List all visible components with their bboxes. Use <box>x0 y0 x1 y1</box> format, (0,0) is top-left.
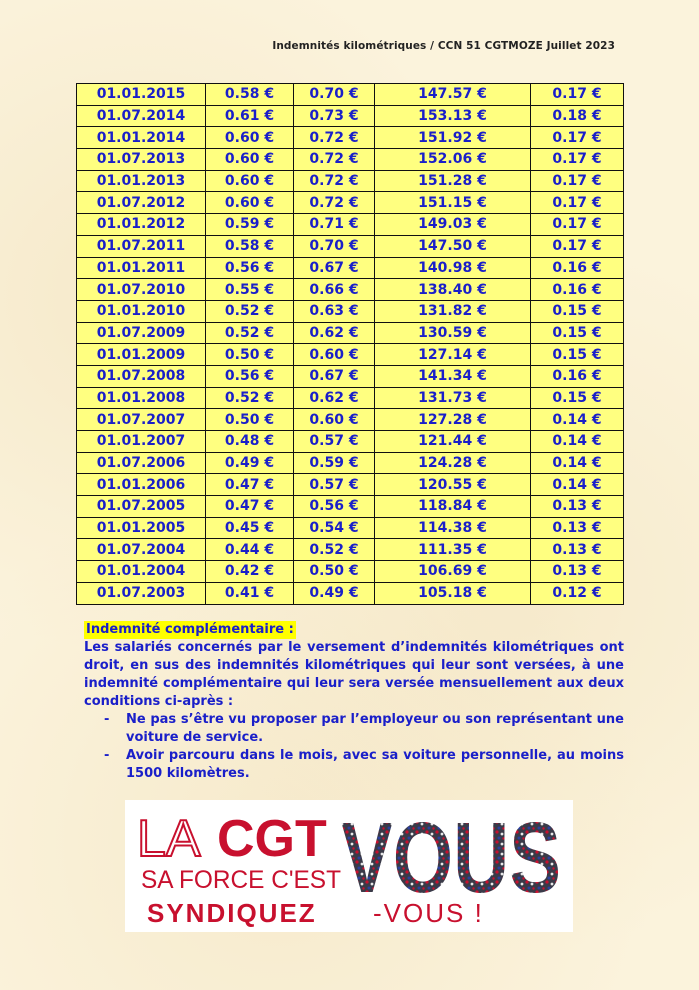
rate-cell: 0.14 € <box>531 474 624 496</box>
date-cell: 01.01.2004 <box>77 561 206 583</box>
rate-cell: 0.45 € <box>206 517 294 539</box>
rate-cell: 147.50 € <box>375 235 531 257</box>
table-row <box>77 409 624 431</box>
table-row <box>77 300 624 322</box>
date-cell: 01.01.2011 <box>77 257 206 279</box>
table-row <box>77 149 624 171</box>
date-cell: 01.07.2006 <box>77 452 206 474</box>
cgt-logo <box>125 800 573 932</box>
rate-cell: 0.59 € <box>294 452 375 474</box>
rate-cell: 0.58 € <box>206 84 294 106</box>
rate-cell: 0.13 € <box>531 561 624 583</box>
rate-cell: 0.18 € <box>531 105 624 127</box>
rate-cell: 120.55 € <box>375 474 531 496</box>
rate-cell: 0.50 € <box>294 561 375 583</box>
date-cell: 01.01.2010 <box>77 300 206 322</box>
rate-cell: 0.70 € <box>294 235 375 257</box>
rate-cell: 0.52 € <box>206 387 294 409</box>
rate-cell: 114.38 € <box>375 517 531 539</box>
rate-cell: 0.15 € <box>531 300 624 322</box>
rate-cell: 0.72 € <box>294 170 375 192</box>
rate-cell: 0.72 € <box>294 192 375 214</box>
rate-cell: 0.16 € <box>531 257 624 279</box>
rate-cell: 0.60 € <box>294 409 375 431</box>
rate-cell: 140.98 € <box>375 257 531 279</box>
rate-cell: 141.34 € <box>375 365 531 387</box>
table-row <box>77 496 624 518</box>
date-cell: 01.07.2014 <box>77 105 206 127</box>
date-cell: 01.07.2003 <box>77 582 206 604</box>
rate-cell: 0.17 € <box>531 235 624 257</box>
table-row <box>77 539 624 561</box>
table-row <box>77 257 624 279</box>
date-cell: 01.07.2004 <box>77 539 206 561</box>
rate-cell: 0.15 € <box>531 344 624 366</box>
rate-cell: 0.44 € <box>206 539 294 561</box>
rate-cell: 0.60 € <box>206 127 294 149</box>
logo-cgt-text: CGT <box>217 810 327 868</box>
rate-cell: 0.54 € <box>294 517 375 539</box>
rate-cell: 0.42 € <box>206 561 294 583</box>
date-cell: 01.07.2009 <box>77 322 206 344</box>
section-title: Indemnité complémentaire : <box>86 622 294 637</box>
rate-cell: 0.52 € <box>206 322 294 344</box>
rates-table <box>76 83 624 605</box>
rate-cell: 0.17 € <box>531 84 624 106</box>
bullet-dash: - <box>104 748 110 763</box>
rate-cell: 131.82 € <box>375 300 531 322</box>
rate-cell: 0.16 € <box>531 365 624 387</box>
rate-cell: 0.62 € <box>294 387 375 409</box>
logo-vous-text: VOUS <box>341 802 561 914</box>
date-cell: 01.07.2005 <box>77 496 206 518</box>
rate-cell: 0.57 € <box>294 431 375 453</box>
table-row <box>77 170 624 192</box>
complementary-indemnity-section <box>84 621 624 783</box>
rate-cell: 105.18 € <box>375 582 531 604</box>
rate-cell: 0.67 € <box>294 365 375 387</box>
table-row <box>77 474 624 496</box>
conditions-list <box>84 711 624 783</box>
rate-cell: 0.47 € <box>206 496 294 518</box>
date-cell: 01.01.2014 <box>77 127 206 149</box>
rate-cell: 0.17 € <box>531 127 624 149</box>
rate-cell: 0.61 € <box>206 105 294 127</box>
date-cell: 01.01.2012 <box>77 214 206 236</box>
rate-cell: 124.28 € <box>375 452 531 474</box>
logo-force-text: SA FORCE C'EST <box>141 866 341 894</box>
rate-cell: 0.63 € <box>294 300 375 322</box>
date-cell: 01.01.2005 <box>77 517 206 539</box>
logo-vous-exclaim-text: -VOUS ! <box>373 898 484 928</box>
rate-cell: 0.67 € <box>294 257 375 279</box>
table-row <box>77 192 624 214</box>
table-row <box>77 105 624 127</box>
date-cell: 01.01.2008 <box>77 387 206 409</box>
rate-cell: 0.49 € <box>206 452 294 474</box>
rate-cell: 149.03 € <box>375 214 531 236</box>
rate-cell: 147.57 € <box>375 84 531 106</box>
rate-cell: 0.47 € <box>206 474 294 496</box>
rate-cell: 0.59 € <box>206 214 294 236</box>
rate-cell: 0.73 € <box>294 105 375 127</box>
rate-cell: 0.13 € <box>531 496 624 518</box>
rate-cell: 0.62 € <box>294 322 375 344</box>
rate-cell: 0.70 € <box>294 84 375 106</box>
date-cell: 01.07.2007 <box>77 409 206 431</box>
rate-cell: 0.41 € <box>206 582 294 604</box>
rate-cell: 152.06 € <box>375 149 531 171</box>
rate-cell: 0.52 € <box>294 539 375 561</box>
rate-cell: 0.16 € <box>531 279 624 301</box>
date-cell: 01.07.2008 <box>77 365 206 387</box>
table-row <box>77 127 624 149</box>
rate-cell: 127.28 € <box>375 409 531 431</box>
date-cell: 01.01.2009 <box>77 344 206 366</box>
rate-cell: 0.60 € <box>294 344 375 366</box>
date-cell: 01.01.2015 <box>77 84 206 106</box>
table-row <box>77 561 624 583</box>
table-row <box>77 582 624 604</box>
rate-cell: 0.52 € <box>206 300 294 322</box>
condition-item <box>84 747 624 783</box>
date-cell: 01.07.2012 <box>77 192 206 214</box>
rate-cell: 0.56 € <box>206 257 294 279</box>
logo-la-text: LA <box>137 810 201 868</box>
rate-cell: 106.69 € <box>375 561 531 583</box>
rate-cell: 0.14 € <box>531 452 624 474</box>
table-row <box>77 452 624 474</box>
table-row <box>77 322 624 344</box>
date-cell: 01.07.2011 <box>77 235 206 257</box>
date-cell: 01.01.2007 <box>77 431 206 453</box>
rate-cell: 0.72 € <box>294 127 375 149</box>
rate-cell: 151.28 € <box>375 170 531 192</box>
rate-cell: 0.58 € <box>206 235 294 257</box>
table-row <box>77 84 624 106</box>
rate-cell: 138.40 € <box>375 279 531 301</box>
rate-cell: 0.48 € <box>206 431 294 453</box>
table-row <box>77 365 624 387</box>
table-row <box>77 279 624 301</box>
rates-table-body <box>77 84 624 605</box>
rate-cell: 131.73 € <box>375 387 531 409</box>
rate-cell: 0.17 € <box>531 214 624 236</box>
table-row <box>77 344 624 366</box>
table-row <box>77 214 624 236</box>
rate-cell: 0.12 € <box>531 582 624 604</box>
bullet-dash: - <box>104 712 110 727</box>
rate-cell: 0.55 € <box>206 279 294 301</box>
rate-cell: 0.56 € <box>294 496 375 518</box>
rate-cell: 0.60 € <box>206 192 294 214</box>
date-cell: 01.01.2013 <box>77 170 206 192</box>
rate-cell: 0.17 € <box>531 170 624 192</box>
rate-cell: 153.13 € <box>375 105 531 127</box>
rate-cell: 0.56 € <box>206 365 294 387</box>
rate-cell: 0.15 € <box>531 322 624 344</box>
rate-cell: 0.15 € <box>531 387 624 409</box>
cgt-logo-graphic <box>125 800 573 932</box>
date-cell: 01.07.2013 <box>77 149 206 171</box>
table-row <box>77 235 624 257</box>
table-row <box>77 387 624 409</box>
rate-cell: 111.35 € <box>375 539 531 561</box>
rate-cell: 0.50 € <box>206 344 294 366</box>
condition-item <box>84 711 624 747</box>
rate-cell: 0.13 € <box>531 539 624 561</box>
rate-cell: 0.14 € <box>531 431 624 453</box>
page-header: Indemnités kilométriques / CCN 51 CGTMOZE Juillet 2023 <box>272 40 615 52</box>
rate-cell: 0.66 € <box>294 279 375 301</box>
rate-cell: 0.49 € <box>294 582 375 604</box>
rate-cell: 0.72 € <box>294 149 375 171</box>
rate-cell: 151.92 € <box>375 127 531 149</box>
rate-cell: 0.13 € <box>531 517 624 539</box>
date-cell: 01.01.2006 <box>77 474 206 496</box>
rate-cell: 121.44 € <box>375 431 531 453</box>
table-row <box>77 431 624 453</box>
rate-cell: 0.14 € <box>531 409 624 431</box>
date-cell: 01.07.2010 <box>77 279 206 301</box>
rate-cell: 0.17 € <box>531 192 624 214</box>
rate-cell: 0.50 € <box>206 409 294 431</box>
table-row <box>77 517 624 539</box>
rate-cell: 118.84 € <box>375 496 531 518</box>
rate-cell: 0.17 € <box>531 149 624 171</box>
section-paragraph: Les salariés concernés par le versement d’indemnités kilométriques ont droit, en sus des indemnités kilométriques qui leur sont versées, à une indemnité complémentaire qui leur sera versée mensuellement aux deux conditions ci-après : <box>84 640 624 709</box>
rate-cell: 151.15 € <box>375 192 531 214</box>
rate-cell: 0.60 € <box>206 149 294 171</box>
condition-text: Ne pas s’être vu proposer par l’employeur ou son représentant une voiture de service. <box>126 712 624 745</box>
condition-text: Avoir parcouru dans le mois, avec sa voiture personnelle, au moins 1500 kilomètres. <box>126 748 624 781</box>
rate-cell: 127.14 € <box>375 344 531 366</box>
logo-syndiquez-text: SYNDIQUEZ <box>147 898 317 928</box>
rate-cell: 0.60 € <box>206 170 294 192</box>
rate-cell: 130.59 € <box>375 322 531 344</box>
rate-cell: 0.57 € <box>294 474 375 496</box>
rate-cell: 0.71 € <box>294 214 375 236</box>
